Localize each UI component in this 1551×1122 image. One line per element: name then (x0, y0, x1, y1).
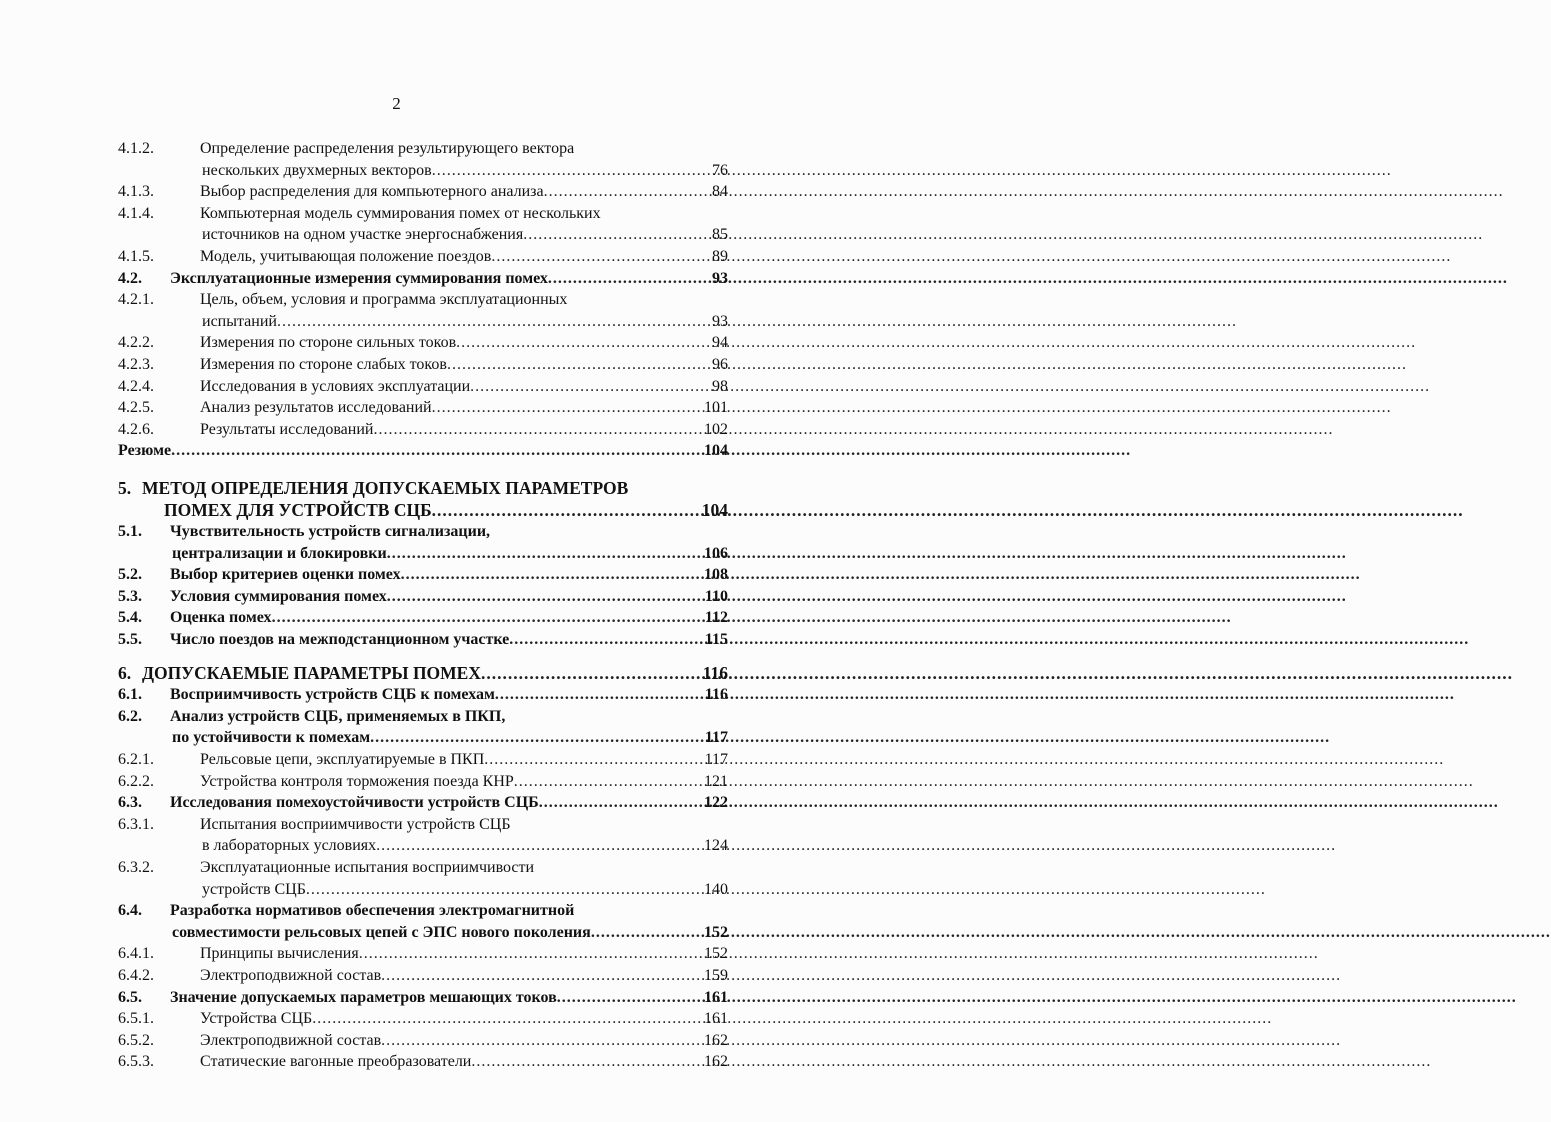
toc-entry[interactable] (118, 289, 728, 332)
toc-entry-number: 6.4. (118, 902, 142, 920)
toc-entry-line (118, 289, 728, 311)
toc-entry-number: 5.2. (118, 566, 142, 584)
dot-leader (381, 965, 704, 987)
toc-entry-line (118, 900, 728, 922)
toc-entry-line (118, 203, 728, 225)
toc-entry[interactable] (118, 354, 728, 376)
toc-section-5 (118, 521, 728, 651)
toc-entry-line (118, 332, 728, 354)
toc-entry-line (118, 663, 728, 685)
toc-entry-page: 101 (704, 399, 728, 417)
toc-entry-title: Электроподвижной состав (200, 1031, 382, 1049)
toc-entry-line (118, 879, 728, 901)
toc-entry-number: 6.3.2. (118, 859, 154, 876)
toc-entry-title: Оценка помех (170, 609, 272, 627)
toc-entry-line (118, 965, 728, 987)
toc-entry-line (118, 1030, 728, 1052)
toc-entry-number: 4.1.4. (118, 204, 154, 222)
toc-entry-title: Исследования помехоустойчивости устройств СЦБ (170, 794, 539, 812)
dot-leader (514, 771, 704, 793)
dot-leader (387, 543, 704, 565)
toc-entry-line (118, 987, 728, 1009)
dot-leader (548, 268, 712, 290)
dot-leader (376, 835, 704, 857)
toc-entry-title: Резюме (118, 442, 172, 460)
toc-entry[interactable] (118, 1051, 728, 1073)
toc-entry-line (118, 564, 728, 586)
toc-chapter-entry[interactable] (118, 663, 728, 685)
toc-entry-number: 4.2. (118, 269, 142, 287)
dot-leader (470, 376, 712, 398)
toc-entry[interactable] (118, 521, 728, 564)
dot-leader (481, 663, 703, 685)
toc-entry-number: 6.5.3. (118, 1053, 154, 1071)
table-of-contents (118, 138, 728, 1073)
dot-leader (272, 607, 705, 629)
toc-entry-number: 6.5. (118, 988, 142, 1006)
toc-entry-line (118, 354, 728, 376)
toc-entry[interactable] (118, 943, 728, 965)
dot-leader (447, 354, 712, 376)
dot-leader (359, 943, 704, 965)
toc-entry-page: 94 (712, 334, 728, 352)
dot-leader (539, 792, 704, 814)
toc-entry-title-continued: в лабораторных условиях (202, 837, 377, 855)
toc-entry[interactable] (118, 332, 728, 354)
toc-entry-page: 159 (704, 966, 728, 984)
toc-entry-line (118, 138, 728, 160)
toc-entry-title: МЕТОД ОПРЕДЕЛЕНИЯ ДОПУСКАЕМЫХ ПАРАМЕТРОВ (142, 477, 629, 498)
toc-entry-number: 4.2.4. (118, 377, 154, 395)
toc-entry[interactable] (118, 564, 728, 586)
dot-leader (401, 564, 704, 586)
toc-entry-page: 161 (704, 988, 728, 1006)
toc-entry-page: 112 (704, 609, 728, 627)
toc-entry-number: 6.5.1. (118, 1010, 154, 1028)
toc-entry[interactable] (118, 684, 728, 706)
dot-leader (432, 500, 702, 522)
toc-entry-line (118, 181, 728, 203)
toc-entry-number: 5.1. (118, 523, 142, 541)
toc-entry-page: 96 (712, 355, 728, 373)
page-number: 2 (392, 94, 401, 113)
toc-entry[interactable] (118, 397, 728, 419)
toc-entry-number: 6.3. (118, 794, 142, 812)
toc-entry[interactable] (118, 771, 728, 793)
toc-entry-number: 6. (118, 662, 132, 683)
toc-entry-title: Измерения по стороне слабых токов (200, 355, 447, 373)
toc-entry-line (118, 397, 728, 419)
toc-entry-page: 117 (704, 751, 728, 769)
toc-entry-number: 6.3.1. (118, 815, 154, 833)
toc-entry-page: 117 (704, 729, 728, 747)
toc-entry-line (118, 224, 728, 246)
toc-entry-line (118, 246, 728, 268)
toc-entry-line (118, 500, 728, 522)
toc-entry-line (118, 521, 728, 543)
dot-leader (432, 397, 704, 419)
toc-entry-line (118, 268, 728, 290)
dot-leader (557, 987, 704, 1009)
toc-entry-line (118, 943, 728, 965)
toc-entry[interactable] (118, 814, 728, 857)
toc-entry-line (118, 684, 728, 706)
dot-leader (523, 224, 712, 246)
toc-entry-title: Эксплуатационные испытания восприимчивости (200, 859, 535, 876)
toc-entry-number: 4.1.3. (118, 183, 154, 201)
dot-leader (509, 629, 705, 651)
toc-entry-number: 6.2.1. (118, 751, 154, 769)
toc-entry-line (118, 749, 728, 771)
toc-entry[interactable] (118, 706, 728, 749)
dot-leader (171, 440, 704, 462)
dot-leader (312, 1008, 704, 1030)
toc-entry[interactable] (118, 792, 728, 814)
toc-entry[interactable] (118, 607, 728, 629)
toc-entry-page: 115 (704, 631, 728, 649)
toc-entry-title: Эксплуатационные измерения суммирования помех (170, 269, 548, 287)
toc-entry-page: 116 (704, 686, 728, 704)
toc-entry-line (118, 311, 728, 333)
toc-entry-page: 104 (704, 442, 728, 460)
toc-entry-page: 108 (704, 566, 728, 584)
toc-entry-line (118, 727, 728, 749)
toc-entry-page: 122 (704, 794, 728, 812)
toc-entry-title: Число поездов на межподстанционном участке (170, 631, 510, 649)
toc-entry-number: 6.5.2. (118, 1031, 154, 1049)
dot-leader (484, 749, 704, 771)
toc-entry-number: 4.1.2. (118, 140, 154, 157)
toc-entry[interactable] (118, 629, 728, 651)
toc-entry-title-continued: совместимости рельсовых цепей с ЭПС нового поколения (172, 923, 591, 941)
toc-entry-number: 6.4.1. (118, 945, 154, 963)
dot-leader (381, 1030, 704, 1052)
toc-entry-page: 93 (712, 269, 728, 287)
toc-entry-title: Анализ результатов исследований (200, 399, 432, 417)
toc-entry-line (118, 835, 728, 857)
toc-entry[interactable] (118, 246, 728, 268)
toc-entry[interactable] (118, 857, 728, 900)
toc-entry-line (118, 814, 728, 836)
toc-entry-page: 140 (704, 880, 728, 898)
dot-leader (370, 727, 705, 749)
toc-entry-number: 6.4.2. (118, 966, 154, 984)
toc-entry-title-continued: испытаний (202, 312, 277, 330)
toc-entry-number: 4.1.5. (118, 247, 154, 265)
toc-entry-title: Условия суммирования помех (170, 587, 387, 605)
toc-entry-number: 4.2.5. (118, 399, 154, 417)
toc-entry-line (118, 1008, 728, 1030)
toc-entry-number: 4.2.2. (118, 334, 154, 352)
toc-section-6 (118, 684, 728, 1073)
toc-entry-title-continued: нескольких двухмерных векторов (202, 161, 432, 179)
dot-leader (456, 332, 712, 354)
toc-entry[interactable] (118, 419, 728, 441)
toc-entry-page: 121 (704, 772, 728, 790)
dot-leader (387, 586, 705, 608)
toc-entry-page: 102 (704, 420, 728, 438)
toc-entry[interactable] (118, 181, 728, 203)
toc-entry[interactable] (118, 965, 728, 987)
toc-entry-page: 89 (712, 247, 728, 265)
toc-entry-line (118, 543, 728, 565)
toc-entry-page: 85 (712, 226, 728, 244)
toc-entry[interactable] (118, 268, 728, 290)
toc-entry-number: 5. (118, 477, 132, 498)
toc-entry[interactable] (118, 900, 728, 943)
toc-entry-line (118, 771, 728, 793)
toc-chapter-6 (118, 663, 728, 685)
dot-leader (544, 181, 712, 203)
toc-entry-title: Чувствительность устройств сигнализации, (170, 523, 491, 541)
toc-entry-page: 124 (704, 837, 728, 855)
toc-entry-title: Значение допускаемых параметров мешающих токов (170, 988, 557, 1006)
toc-entry-title: Принципы вычисления (200, 945, 359, 963)
dot-leader (471, 1051, 704, 1073)
toc-entry-title: Электроподвижной состав (200, 966, 382, 984)
toc-entry-title: Выбор критериев оценки помех (170, 566, 401, 584)
toc-entry-title: Определение распределения результирующего вектора (200, 140, 575, 157)
toc-entry-title: Выбор распределения для компьютерного анализа (200, 183, 544, 201)
toc-entry-title: Устройства контроля торможения поезда КНР (200, 772, 514, 790)
toc-entry-line (118, 160, 728, 182)
toc-entry-title: Модель, учитывающая положение поездов (200, 247, 492, 265)
toc-entry-page: 84 (712, 183, 728, 201)
toc-entry-line (118, 706, 728, 728)
toc-entry-title-continued: устройств СЦБ (202, 880, 306, 898)
dot-leader (277, 311, 712, 333)
toc-entry-page: 161 (704, 1010, 728, 1028)
toc-entry[interactable] (118, 440, 728, 462)
toc-entry-line (118, 586, 728, 608)
toc-entry-title: Устройства СЦБ (200, 1010, 313, 1028)
toc-entry-line (118, 629, 728, 651)
toc-entry-line (118, 376, 728, 398)
toc-entry-line (118, 440, 728, 462)
toc-entry-page: 162 (704, 1031, 728, 1049)
toc-chapter-entry[interactable] (118, 478, 728, 521)
toc-entry-line (118, 478, 728, 500)
toc-entry-page: 110 (704, 587, 728, 605)
toc-entry-title: Результаты исследований (200, 420, 374, 438)
toc-entry-title: Исследования в условиях эксплуатации (200, 377, 471, 395)
toc-entry-line (118, 419, 728, 441)
toc-entry-page: 104 (701, 499, 728, 520)
toc-entry[interactable] (118, 138, 728, 181)
toc-entry-title-continued: централизации и блокировки (172, 544, 387, 562)
toc-entry-number: 6.2.2. (118, 772, 154, 790)
toc-entry-number: 4.2.1. (118, 291, 154, 309)
toc-entry[interactable] (118, 376, 728, 398)
toc-entry-page: 152 (704, 923, 728, 941)
toc-entry-title: Разработка нормативов обеспечения электромагнитной (170, 902, 575, 920)
toc-entry-line (118, 857, 728, 879)
toc-entry[interactable] (118, 749, 728, 771)
toc-entry-number: 6.2. (118, 707, 142, 725)
toc-entry-title: Испытания восприимчивости устройств СЦБ (200, 815, 511, 833)
dot-leader (491, 246, 712, 268)
toc-entry-page: 116 (702, 662, 728, 683)
toc-entry-line (118, 922, 728, 944)
dot-leader (591, 922, 704, 944)
toc-entry-number: 6.1. (118, 686, 142, 704)
dot-leader (495, 684, 705, 706)
toc-entry-title: Цель, объем, условия и программа эксплуатационных (200, 291, 568, 309)
toc-chapter-5 (118, 478, 728, 521)
toc-entry-title: ДОПУСКАЕМЫЕ ПАРАМЕТРЫ ПОМЕХ (142, 662, 481, 683)
toc-entry[interactable] (118, 1008, 728, 1030)
toc-entry-title: Восприимчивость устройств СЦБ к помехам (170, 686, 495, 704)
toc-entry-number: 5.5. (118, 631, 142, 649)
dot-leader (373, 419, 704, 441)
dot-leader (306, 879, 704, 901)
toc-entry-page: 162 (704, 1053, 728, 1071)
toc-entry-title: Компьютерная модель суммирования помех от нескольких (200, 204, 601, 222)
toc-entry[interactable] (118, 1030, 728, 1052)
toc-entry-number: 4.2.3. (118, 355, 154, 373)
toc-entry-title: Рельсовые цепи, эксплуатируемые в ПКП (200, 751, 485, 769)
toc-entry[interactable] (118, 987, 728, 1009)
toc-entry-number: 5.3. (118, 587, 142, 605)
toc-entry-title-continued: ПОМЕХ ДЛЯ УСТРОЙСТВ СЦБ (164, 499, 432, 520)
toc-entry-page: 76 (712, 161, 728, 179)
toc-entry-line (118, 792, 728, 814)
toc-entry-number: 5.4. (118, 609, 142, 627)
toc-entry-title-continued: источников на одном участке энергоснабжения (202, 226, 524, 244)
toc-entry-title-continued: по устойчивости к помехам (172, 729, 371, 747)
toc-entry-page: 106 (704, 544, 728, 562)
toc-entry-number: 4.2.6. (118, 420, 154, 438)
toc-entry-title: Измерения по стороне сильных токов (200, 334, 457, 352)
toc-section-4 (118, 138, 728, 462)
toc-entry-page: 98 (712, 377, 728, 395)
dot-leader (432, 160, 712, 182)
toc-entry-line (118, 1051, 728, 1073)
toc-entry-title: Статические вагонные преобразователи (200, 1053, 472, 1071)
toc-entry-line (118, 607, 728, 629)
toc-entry-page: 93 (712, 312, 728, 330)
toc-entry[interactable] (118, 203, 728, 246)
toc-entry-title: Анализ устройств СЦБ, применяемых в ПКП, (170, 707, 506, 725)
toc-entry[interactable] (118, 586, 728, 608)
toc-entry-page: 152 (704, 945, 728, 963)
